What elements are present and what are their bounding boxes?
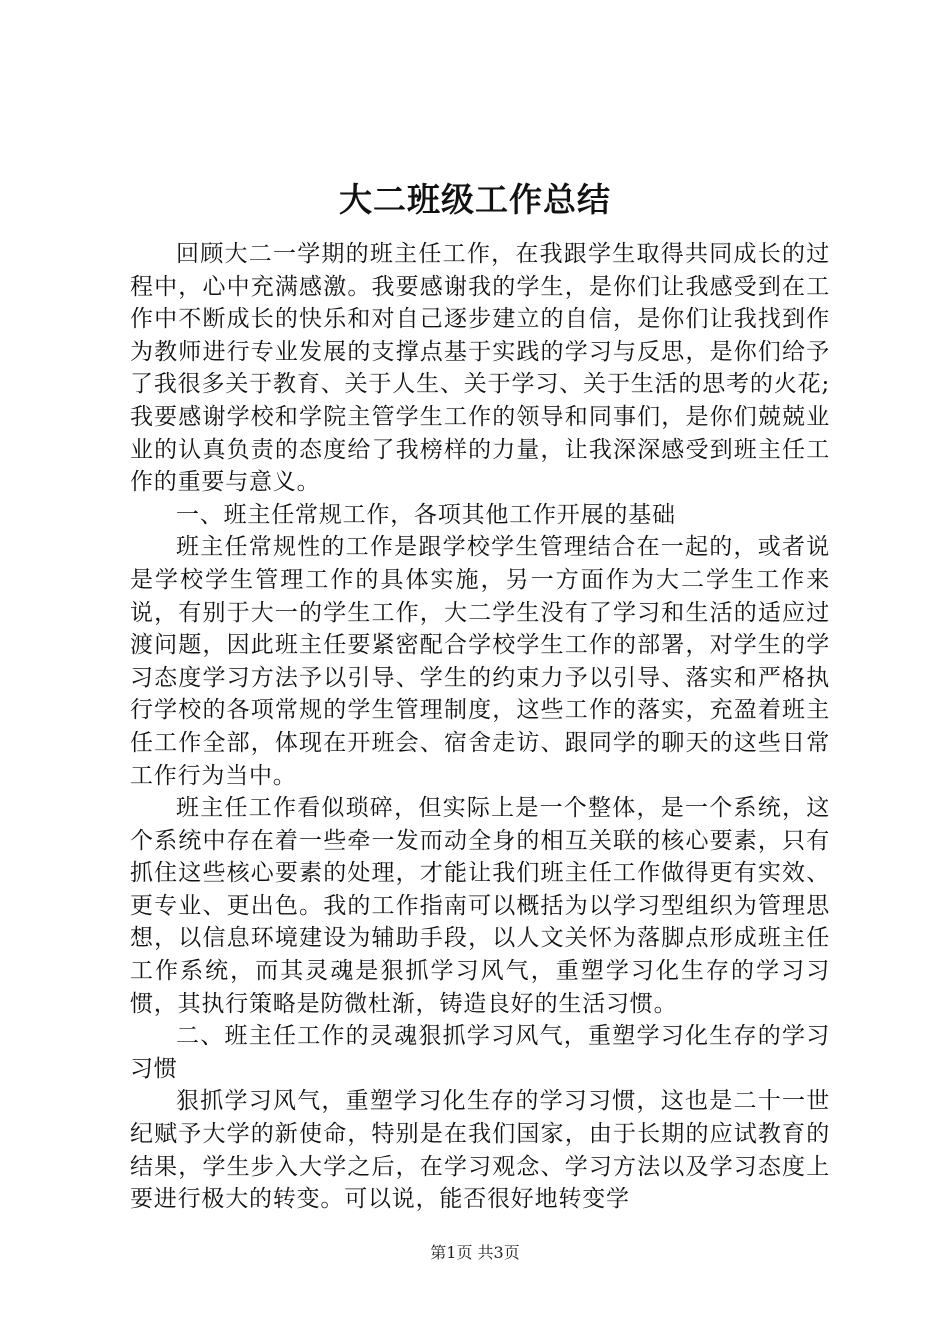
page-number: 第1页 共3页	[430, 1243, 520, 1262]
section-heading-2: 二、班主任工作的灵魂狠抓学习风气，重塑学习化生存的学习习惯	[130, 1023, 830, 1082]
section-heading-1: 一、班主任常规工作，各项其他工作开展的基础	[176, 501, 676, 528]
paragraph-study-habits: 狠抓学习风气，重塑学习化生存的学习习惯，这也是二十一世纪赋予大学的新使命，特别是在我们国家，由于长期的应试教育的结果，学生步入大学之后，在学习观念、学习方法以及学习态度上要进行极大的转变。可以说，能否很好地转变学	[130, 1088, 830, 1213]
page-title: 大二班级工作总结	[339, 180, 611, 219]
paragraph-routine-work: 班主任常规性的工作是跟学校学生管理结合在一起的，或者说是学校学生管理工作的具体实施，另一方面作为大二学生工作来说，有别于大一的学生工作，大二学生没有了学习和生活的适应过渡问题，因此班主任要紧密配合学校学生工作的部署，对学生的学习态度学习方法予以引导、学生的约束力予以引导、落实和严格执行学校的各项常规的学生管理制度，这些工作的落实，充盈着班主任工作全部，体现在开班会、宿舍走访、跟同学的聊天的这些日常工作行为当中。	[130, 534, 830, 789]
paragraph-system: 班主任工作看似琐碎，但实际上是一个整体，是一个系统，这个系统中存在着一些牵一发而动全身的相互关联的核心要素，只有抓住这些核心要素的处理，才能让我们班主任工作做得更有实效、更专业、更出色。我的工作指南可以概括为以学习型组织为管理思想，以信息环境建设为辅助手段，以人文关怀为落脚点形成班主任工作系统，而其灵魂是狠抓学习风气，重塑学习化生存的学习习惯，其执行策略是防微杜渐，铸造良好的生活习惯。	[130, 795, 830, 1017]
paragraph-intro: 回顾大二一学期的班主任工作，在我跟学生取得共同成长的过程中，心中充满感激。我要感谢我的学生，是你们让我感受到在工作中不断成长的快乐和对自己逐步建立的自信，是你们让我找到作为教师进行专业发展的支撑点基于实践的学习与反思，是你们给予了我很多关于教育、关于人生、关于学习、关于生活的思考的火花;我要感谢学校和学院主管学生工作的领导和同事们，是你们兢兢业业的认真负责的态度给了我榜样的力量，让我深深感受到班主任工作的重要与意义。	[130, 241, 830, 496]
document-body	[130, 238, 830, 1216]
